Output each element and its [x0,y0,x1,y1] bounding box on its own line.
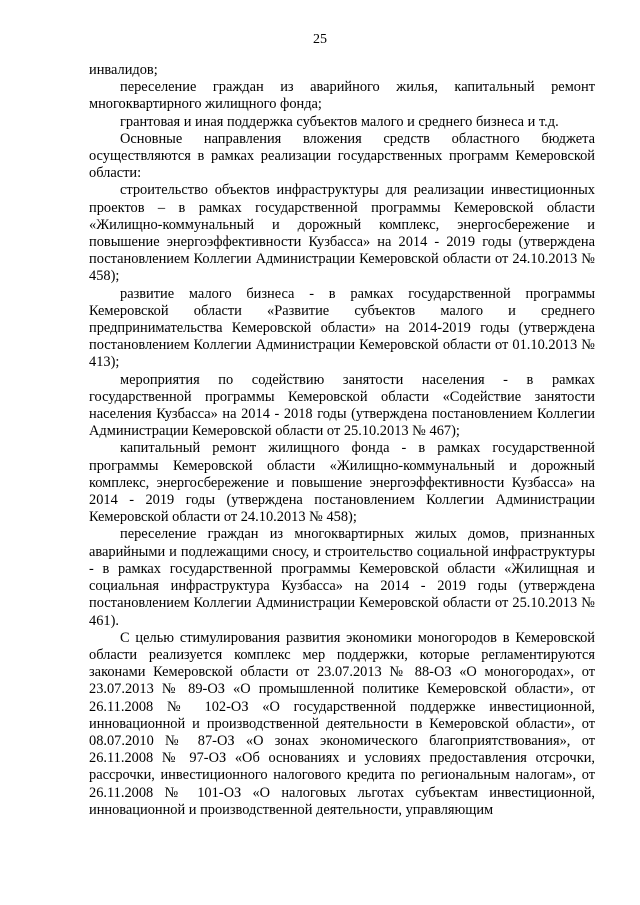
paragraph-list-item: переселение граждан из аварийного жилья, капитальный ремонт многоквартирного жилищного фонда; [89,79,595,113]
paragraph-continuation: инвалидов; [89,62,158,78]
paragraph-program-item: капитальный ремонт жилищного фонда - в рамках государственной программы Кемеровской области «Жилищно-коммунальный и дорожный комплекс, энергосбережение и повышение энергоэффективности Кузбасса» на 2014 - 2019 годы (утверждена постановлением Коллегии Администрации Кемеровской области от 24.10.2013 № 458); [89,440,595,526]
paragraph-intro: Основные направления вложения средств областного бюджета осуществляются в рамках реализации государственных программ Кемеровской области: [89,130,595,182]
paragraph-program-item: переселение граждан из многоквартирных жилых домов, признанных аварийными и подлежащими сносу, и строительство социальной инфраструктуры - в рамках государственной программы Кемеровской области «Жилищная и социальная инфраструктура Кузбасса» на 2014 - 2019 годы (утверждена постановлением Коллегии Администрации Кемеровской области от 25.10.2013 № 461). [89,526,595,629]
page-number: 25 [313,32,327,47]
paragraph-program-item: мероприятия по содействию занятости населения - в рамках государственной программы Кемеровской области «Содействие занятости населения Кузбасса» на 2014 - 2018 годы (утверждена постановлением Коллегии Администрации Кемеровской области от 25.10.2013 № 467); [89,371,595,440]
paragraph-monotowns: С целью стимулирования развития экономики моногородов в Кемеровской области реализуется комплекс мер поддержки, которые регламентируются законами Кемеровской области от 23.07.2013 № 88-ОЗ «О моногородах», от 23.07.2013 № 89-ОЗ «О промышленной политике Кемеровской области», от 26.11.2008 № 102-ОЗ «О государственной поддержке инвестиционной, инновационной и производственной деятельности в Кемеровской области», от 08.07.2010 № 87-ОЗ «О зонах экономического благоприятствования», от 26.11.2008 № 97-ОЗ «Об основаниях и условиях предоставления отсрочки, рассрочки, инвестиционного налогового кредита по региональным налогам», от 26.11.2008 № 101-ОЗ «О налоговых льготах субъектам инвестиционной, инновационной и производственной деятельности, управляющим [89,629,595,818]
paragraph-program-item: развитие малого бизнеса - в рамках государственной программы Кемеровской области «Развитие субъектов малого и среднего предпринимательства Кемеровской области» на 2014-2019 годы (утверждена постановлением Коллегии Администрации Кемеровской области от 01.10.2013 № 413); [89,285,595,371]
document-body [89,62,595,819]
paragraph-list-item: грантовая и иная поддержка субъектов малого и среднего бизнеса и т.д. [120,113,559,130]
paragraph-program-item: строительство объектов инфраструктуры для реализации инвестиционных проектов – в рамках государственной программы Кемеровской области «Жилищно-коммунальный и дорожный комплекс, энергосбережение и повышение энергоэффективности Кузбасса» на 2014 - 2019 годы (утверждена постановлением Коллегии Администрации Кемеровской области от 24.10.2013 № 458); [89,182,595,285]
